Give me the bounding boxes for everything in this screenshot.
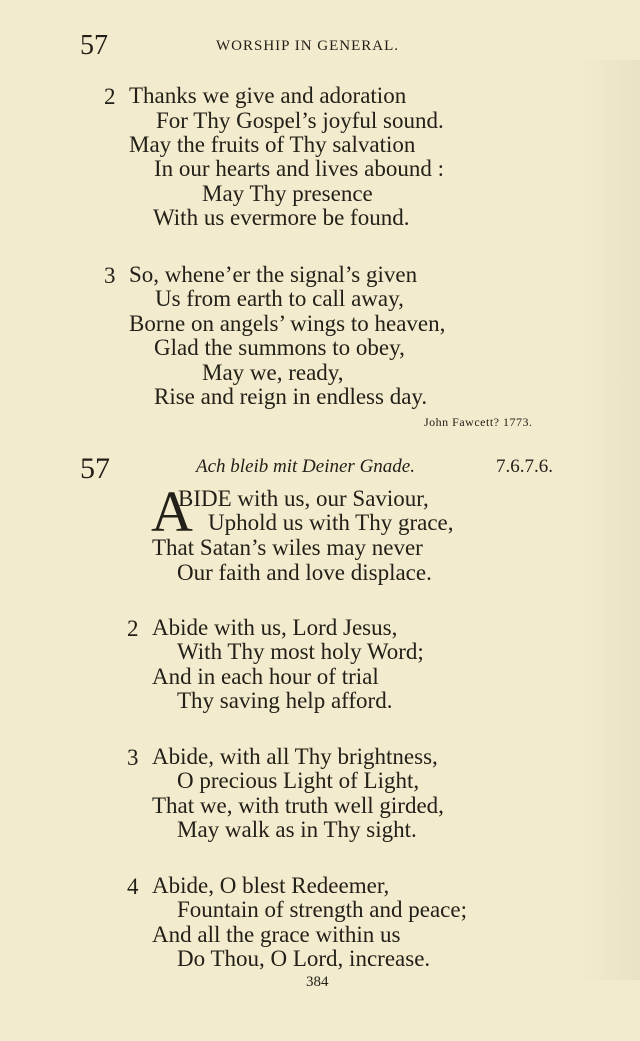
verse-line: That Satan’s wiles may never	[152, 535, 423, 560]
verse-line: May the fruits of Thy salvation	[129, 132, 416, 157]
verse-line: Us from earth to call away,	[155, 286, 404, 311]
verse-number: 2	[127, 616, 139, 641]
verse-line: In our hearts and lives abound :	[154, 156, 444, 181]
verse-line: Abide, O blest Redeemer,	[152, 873, 390, 898]
author-attribution: John Fawcett? 1773.	[424, 415, 533, 429]
verse-line: Thanks we give and adoration	[129, 83, 407, 108]
hymn-tune-title: Ach bleib mit Deiner Gnade.	[196, 456, 415, 477]
verse-line: Do Thou, O Lord, increase.	[177, 946, 431, 971]
verse-line: O precious Light of Light,	[177, 768, 420, 793]
verse-number: 4	[127, 874, 139, 899]
verse-line: Rise and reign in endless day.	[154, 384, 428, 409]
drop-cap: A	[151, 479, 193, 544]
verse-line: Thy saving help afford.	[177, 688, 393, 713]
verse-number: 3	[127, 745, 139, 770]
hymn-meter: 7.6.7.6.	[496, 456, 553, 477]
verse-line: BIDE with us, our Saviour,	[178, 486, 429, 511]
verse-line: And all the grace within us	[152, 922, 401, 947]
verse-line: For Thy Gospel’s joyful sound.	[156, 108, 444, 133]
verse-line: That we, with truth well girded,	[152, 793, 444, 818]
verse-line: May we, ready,	[202, 360, 344, 385]
verse-line: Glad the summons to obey,	[154, 335, 405, 360]
running-title: WORSHIP IN GENERAL.	[216, 38, 400, 54]
verse-number: 3	[104, 263, 116, 288]
running-hymn-number: 57	[80, 30, 108, 61]
show-through-shadow	[580, 60, 640, 980]
verse-line: Our faith and love displace.	[177, 560, 432, 585]
verse-line: With us evermore be found.	[153, 205, 410, 230]
verse-line: Uphold us with Thy grace,	[208, 510, 454, 535]
verse-line: So, whene’er the signal’s given	[129, 262, 418, 287]
verse-line: With Thy most holy Word;	[177, 639, 424, 664]
verse-line: Abide, with all Thy brightness,	[152, 744, 438, 769]
hymn-number: 57	[80, 452, 110, 485]
verse-line: And in each hour of trial	[152, 664, 379, 689]
verse-line: Fountain of strength and peace;	[177, 897, 467, 922]
verse-number: 2	[104, 84, 116, 109]
page-number: 384	[306, 974, 329, 990]
verse-line: May Thy presence	[202, 181, 373, 206]
verse-line: May walk as in Thy sight.	[177, 817, 417, 842]
verse-line: Abide with us, Lord Jesus,	[152, 615, 398, 640]
verse-line: Borne on angels’ wings to heaven,	[129, 311, 446, 336]
